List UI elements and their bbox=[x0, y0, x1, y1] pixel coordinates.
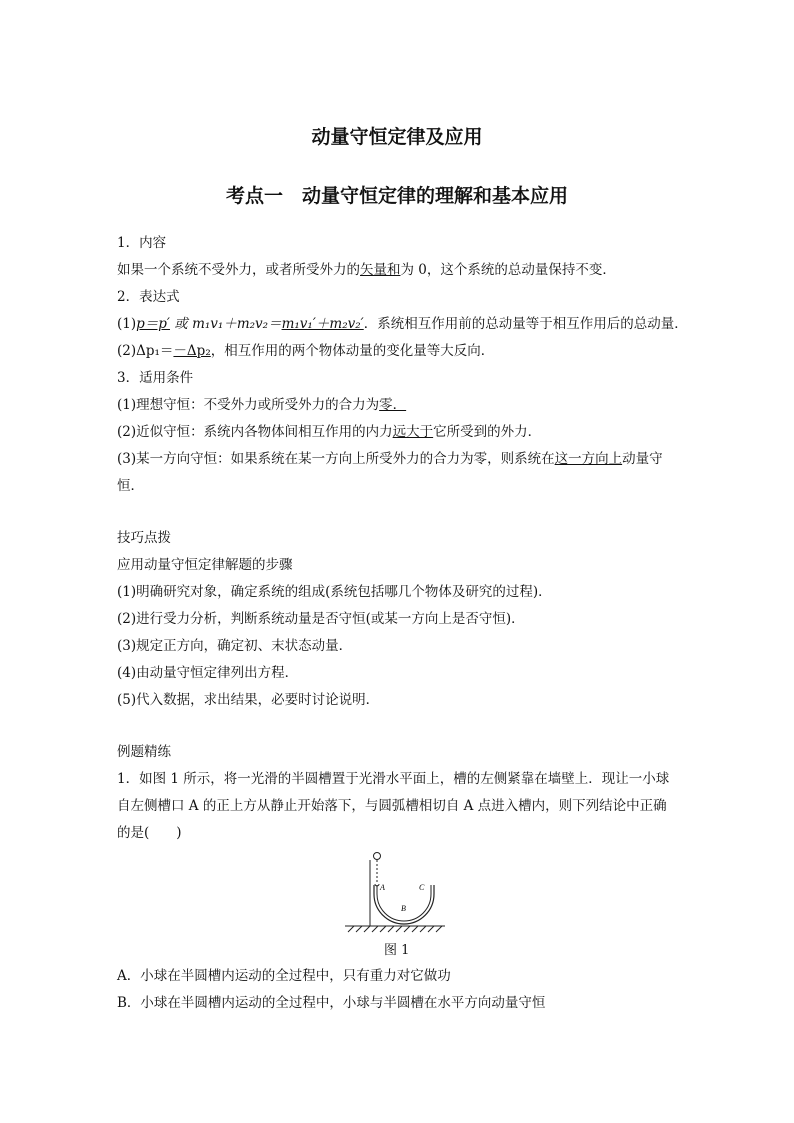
text: 它所受到的外力． bbox=[433, 424, 542, 440]
condition-2 bbox=[117, 422, 687, 442]
content-text bbox=[117, 260, 687, 280]
text: 为 0，这个系统的总动量保持不变． bbox=[400, 262, 616, 278]
underlined-answer: 矢量和 bbox=[360, 262, 401, 278]
tip-step: (4)由动量守恒定律列出方程． bbox=[117, 665, 299, 681]
text: 如果一个系统不受外力，或者所受外力的 bbox=[117, 262, 360, 278]
text: (2)近似守恒：系统内各物体间相互作用的内力 bbox=[117, 424, 393, 440]
option-a: A．小球在半圆槽内运动的全过程中，只有重力对它做功 bbox=[117, 968, 451, 984]
expression-line-2 bbox=[117, 341, 687, 361]
text: ．系统相互作用前的总动量等于相互作用后的总动量． bbox=[363, 316, 688, 332]
text: 或 m₁v₁＋m₂v₂＝ bbox=[169, 316, 282, 332]
text: (3)某一方向守恒：如果系统在某一方向上所受外力的合力为零，则系统在 bbox=[117, 451, 555, 467]
question-line: 自左侧槽口 A 的正上方从静止开始落下，与圆弧槽相切自 A 点进入槽内，则下列结论中正确 bbox=[117, 798, 667, 814]
tip-step: (3)规定正方向，确定初、末状态动量． bbox=[117, 638, 353, 654]
underlined-answer: m₁v₁′＋m₂v₂′ bbox=[281, 316, 364, 332]
underlined-answer: －Δp₂ bbox=[173, 343, 211, 359]
tip-step: (2)进行受力分析，判断系统动量是否守恒(或某一方向上是否守恒)． bbox=[117, 611, 525, 627]
option-b: B．小球在半圆槽内运动的全过程中，小球与半圆槽在水平方向动量守恒 bbox=[117, 995, 546, 1011]
condition-1 bbox=[117, 395, 687, 415]
text: (1) bbox=[117, 316, 137, 332]
heading-conditions: 3．适用条件 bbox=[117, 370, 194, 386]
underlined-answer: 远大于 bbox=[392, 424, 434, 440]
question-line: 1．如图 1 所示，将一光滑的半圆槽置于光滑水平面上，槽的左侧紧靠在墙壁上．现让一小球 bbox=[117, 771, 670, 787]
condition-3 bbox=[117, 449, 687, 469]
text: (1)理想守恒：不受外力或所受外力的合力为 bbox=[117, 397, 380, 413]
figure-caption: 图 1 bbox=[384, 943, 410, 958]
text: 动量守 bbox=[622, 451, 663, 467]
label-a: A bbox=[380, 883, 385, 892]
tip-step: (5)代入数据，求出结果，必要时讨论说明． bbox=[117, 692, 380, 708]
tips-heading: 技巧点拨 bbox=[117, 530, 171, 546]
heading-content: 1．内容 bbox=[117, 235, 167, 251]
figure-half-pipe bbox=[340, 850, 450, 940]
section-title: 考点一 动量守恒定律的理解和基本应用 bbox=[225, 185, 568, 207]
heading-expression: 2．表达式 bbox=[117, 289, 180, 305]
condition-3-cont: 恒． bbox=[117, 478, 144, 494]
underlined-answer: p＝p′ bbox=[136, 316, 170, 332]
label-b: B bbox=[401, 904, 406, 913]
expression-line-1 bbox=[117, 314, 687, 334]
text: ，相互作用的两个物体动量的变化量等大反向． bbox=[210, 343, 495, 359]
tip-step: (1)明确研究对象，确定系统的组成(系统包括哪几个物体及研究的过程)． bbox=[117, 584, 552, 600]
underlined-answer: 零． bbox=[379, 397, 407, 413]
underlined-answer: 这一方向上 bbox=[554, 451, 623, 467]
ball bbox=[374, 853, 381, 860]
text: (2)Δp₁＝ bbox=[117, 343, 174, 359]
tips-subheading: 应用动量守恒定律解题的步骤 bbox=[117, 557, 293, 573]
example-heading: 例题精练 bbox=[117, 744, 171, 760]
label-c: C bbox=[419, 883, 425, 892]
hatch-marks bbox=[348, 926, 442, 932]
question-line: 的是( ) bbox=[117, 825, 182, 841]
page-title: 动量守恒定律及应用 bbox=[311, 126, 483, 148]
